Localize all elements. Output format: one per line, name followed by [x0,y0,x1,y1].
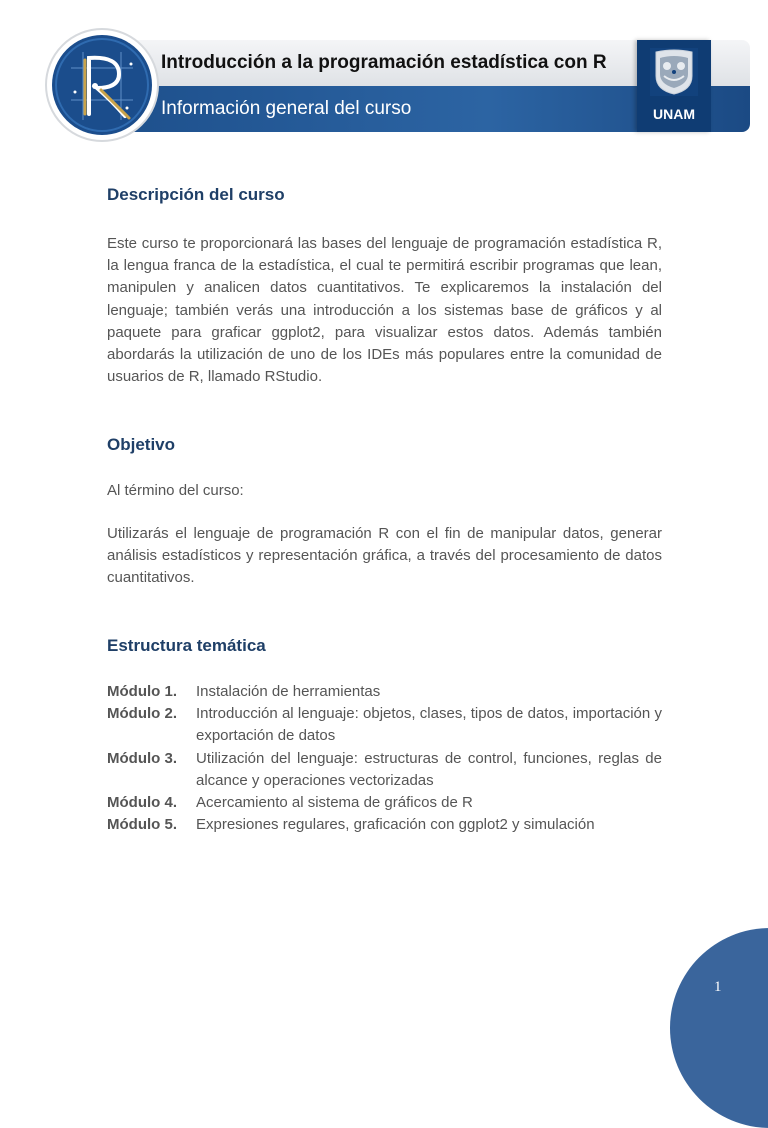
list-item: Módulo 4. Acercamiento al sistema de gráficos de R [107,792,662,814]
course-subtitle: Información general del curso [161,98,412,119]
objective-text: Utilizarás el lenguaje de programación R con el fin de manipular datos, generar análisis estadísticos y representación gráfica, a través del procesamiento de datos cuantitativos. [107,525,662,587]
page-corner-decoration [670,928,768,1128]
unam-shield-icon [648,46,700,98]
description-text: Este curso te proporcionará las bases del lenguaje de programación estadística R, la lengua franca de la estadística, el cual te permitirá escribir programas que lean, manipulen y analicen datos cuantitativos. Te explicaremos la instalación del lenguaje; también verás una introducción a los sistemas base de gráficos y al paquete para graficar ggplot2, para visualizar estos datos. Además también abordarás la utilización de uno de los IDEs más populares entre la comunidad de usuarios de R, llamado RStudio. [107,235,662,386]
module-label: Módulo 4 [107,794,173,812]
course-title: Introducción a la programación estadística con R [161,52,607,73]
module-description: Expresiones regulares, graficación con ggplot2 y simulación [196,816,595,834]
module-description: Utilización del lenguaje: estructuras de control, funciones, reglas de alcance y operaciones vectorizadas [196,749,662,789]
list-item: Módulo 3. Utilización del lenguaje: estructuras de control, funciones, reglas de alcance y operaciones vectorizadas [107,748,662,792]
page-number: 1 [714,979,722,995]
module-label: Módulo 5 [107,816,173,834]
r-course-logo [45,28,159,142]
list-item: Módulo 1. Instalación de herramientas [107,681,662,703]
module-label: Módulo 2 [107,705,173,723]
module-description: Instalación de herramientas [196,683,381,700]
unam-label: UNAM [653,106,695,122]
objective-heading: Objetivo [107,435,176,454]
module-list [107,681,662,836]
module-label: Módulo 3 [107,749,173,767]
unam-logo [637,40,711,132]
objective-intro: Al término del curso: [107,482,244,499]
structure-heading: Estructura temática [107,636,266,655]
r-logo-letter: R [45,28,46,29]
module-description: Acercamiento al sistema de gráficos de R [196,794,473,812]
description-heading: Descripción del curso [107,185,285,204]
module-description: Introducción al lenguaje: objetos, clases, tipos de datos, importación y exportación de datos [196,705,662,745]
list-item: Módulo 5. Expresiones regulares, graficación con ggplot2 y simulación [107,814,662,836]
list-item: Módulo 2. Introducción al lenguaje: objetos, clases, tipos de datos, importación y exportación de datos [107,703,662,747]
module-label: Módulo 1 [107,683,173,700]
